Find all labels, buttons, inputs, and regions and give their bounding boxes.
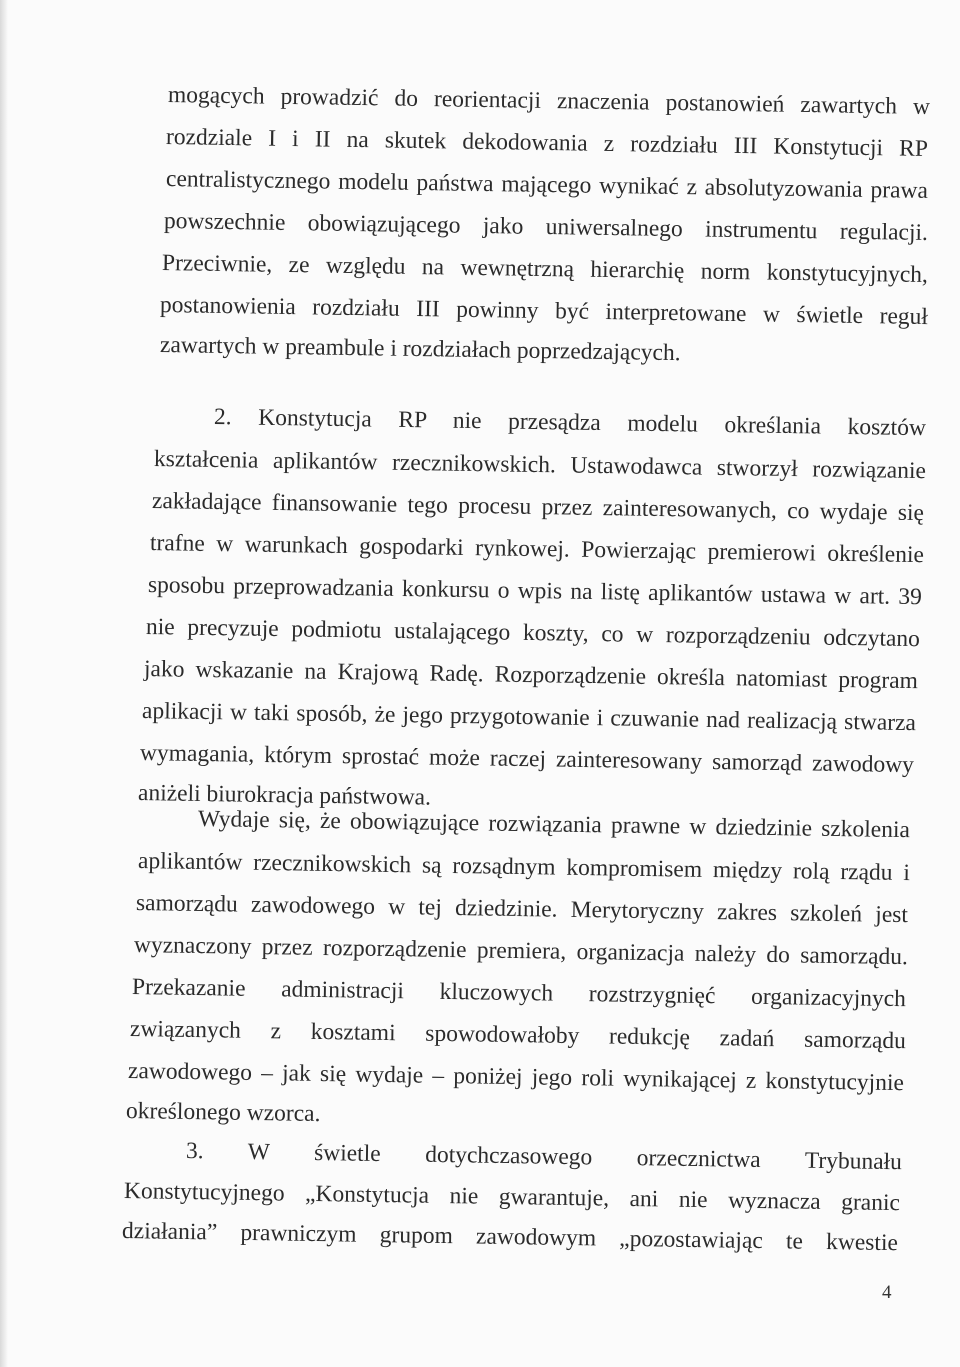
text-line: aplikacji w taki sposób, że jego przygotowanie i czuwanie nad realizacją stwarza — [141, 698, 917, 737]
text-line: zawodowego – jak się wydaje – poniżej jego roli wynikającej z konstytucyjnie — [127, 1058, 905, 1097]
page-number: 4 — [882, 1282, 892, 1303]
text-line: jako wskazanie na Krajową Radę. Rozporządzenie określa natomiast program — [143, 656, 919, 695]
text-line: mogących prowadzić do reorientacji znaczenia postanowień zawartych w — [167, 82, 931, 120]
text-line: trafne w warunkach gospodarki rynkowej. Powierzając premierowi określenie — [149, 530, 925, 569]
text-line: określonego wzorca. — [125, 1098, 321, 1128]
text-line: aplikantów rzecznikowskich są rozsądnym kompromisem między rolą rządu i — [137, 848, 911, 887]
text-line: powszechnie obowiązującego jako uniwersalnego instrumentu regulacji. — [163, 208, 929, 246]
text-line: Konstytucyjnego „Konstytucja nie gwarantuje, ani nie wyznacza granic — [123, 1178, 901, 1217]
text-line: Przeciwnie, ze względu na wewnętrzną hierarchię norm konstytucyjnych, — [161, 250, 929, 289]
text-line: 2. Konstytucja RP nie przesądza modelu określania kosztów — [213, 404, 927, 442]
text-line: centralistycznego modelu państwa mającego wynikać z absolutyzowania prawa — [165, 166, 929, 204]
text-line: zakładające finansowanie tego procesu przez zainteresowanych, co wydaje się — [151, 488, 925, 527]
text-line: aniżeli biurokracja państwowa. — [137, 780, 432, 811]
text-line: związanych z kosztami spowodowałoby redukcję zadań samorządu — [129, 1016, 907, 1055]
text-line: Przekazanie administracji kluczowych rozstrzygnięć organizacyjnych — [131, 974, 907, 1013]
text-line: postanowienia rozdziału III powinny być interpretowane w świetle reguł — [159, 292, 929, 331]
text-line: kształcenia aplikantów rzecznikowskich. Ustawodawca stworzył rozwiązanie — [153, 446, 927, 485]
text-line: samorządu zawodowego w tej dziedzinie. Merytoryczny zakres szkoleń jest — [135, 890, 909, 929]
text-line: działania” prawniczym grupom zawodowym „pozostawiając te kwestie — [121, 1218, 899, 1257]
text-line: rozdziale I i II na skutek dekodowania z rozdziału III Konstytucji RP — [165, 124, 929, 162]
text-line: 3. W świetle dotychczasowego orzecznictwa Trybunału — [185, 1138, 903, 1176]
text-line: Wydaje się, że obowiązujące rozwiązania prawne w dziedzinie szkolenia — [197, 806, 911, 844]
text-line: sposobu przeprowadzania konkursu o wpis na listę aplikantów ustawa w art. 39 — [147, 572, 923, 611]
text-line: wyznaczony przez rozporządzenie premiera, organizacja należy do samorządu. — [133, 932, 909, 971]
text-line: nie precyzuje podmiotu ustalającego koszty, co w rozporządzeniu odczytano — [145, 614, 921, 653]
text-line: wymagania, którym sprostać może raczej zainteresowany samorząd zawodowy — [139, 740, 915, 779]
text-line: zawartych w preambule i rozdziałach poprzedzających. — [159, 332, 681, 367]
